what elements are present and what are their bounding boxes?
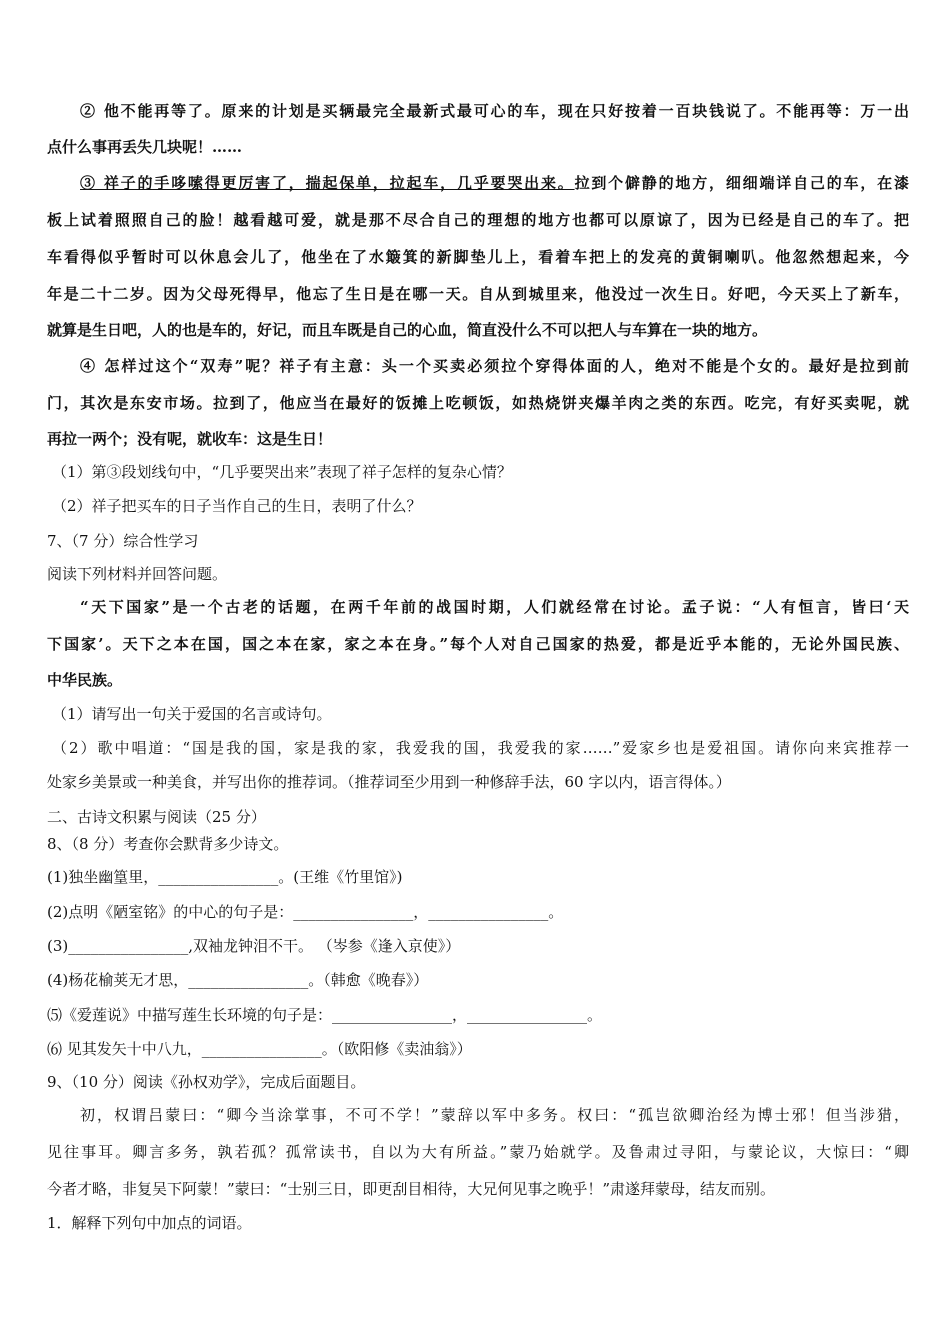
p4-line-1: ④ 怎样过这个“双寿”呢？祥子有主意：头一个买卖必须拉个穿得体面的人，绝对不能是个女的。最好是拉到前 xyxy=(80,357,909,375)
q8-item-1-source: 。(王维《竹里馆》) xyxy=(278,868,403,886)
section-2-heading: 二、古诗文积累与阅读（25 分） xyxy=(47,808,266,826)
p4-line-3: 再拉一两个；没有呢，就收车：这是生日！ xyxy=(47,430,333,448)
question-9-1: 1．解释下列句中加点的词语。 xyxy=(47,1214,252,1232)
q8-item-5-sep: ， xyxy=(452,1006,468,1024)
q8-item-6-source: 。（欧阳修《卖油翁》） xyxy=(321,1040,472,1058)
p4-line-2: 门，其次是东安市场。拉到了，他应当在最好的饭摊上吃顿饭，如热烧饼夹爆羊肉之类的东西。吃完，有好买卖呢，就 xyxy=(47,394,909,412)
q8-item-1 xyxy=(47,867,909,887)
p3-line-2: 板上试着照照自己的脸！越看越可爱，就是那不尽合自己的理想的地方也都可以原谅了，因为已经是自己的车了。把 xyxy=(47,211,909,229)
answer-blank[interactable]: ________________ xyxy=(467,1006,588,1024)
q8-item-2-end: 。 xyxy=(548,903,564,921)
material-line-2: 下国家’。天下之本在国，国之本在家，家之本在身。”每个人对自己国家的热爱，都是近乎本能的，无论外国民族、 xyxy=(47,635,909,653)
answer-blank[interactable]: ________________ xyxy=(428,903,549,921)
q8-item-3 xyxy=(47,936,909,956)
answer-blank[interactable]: ________________ xyxy=(332,1006,453,1024)
classical-text-line-1: 初，权谓吕蒙曰：“卿今当涂掌事，不可不学！”蒙辞以军中多务。权曰：“孤岂欲卿治经为博士邪！但当涉猎， xyxy=(80,1106,909,1124)
answer-blank[interactable]: ________________ xyxy=(158,868,279,886)
answer-blank[interactable]: ________________ xyxy=(201,1040,322,1058)
q8-item-5-text: ⑸《爱莲说》中描写莲生长环境的句子是： xyxy=(47,1006,333,1024)
q8-item-4-text: (4)杨花榆荚无才思， xyxy=(47,971,189,989)
p3-line-3: 车看得似乎暂时可以休息会儿了，他坐在了水簸箕的新脚垫儿上，看着车把上的发亮的黄铜喇叭。他忽然想起来，今 xyxy=(47,248,909,266)
question-8-title: 8、（8 分）考查你会默背多少诗文。 xyxy=(47,835,289,853)
q8-item-4-source: 。（韩愈《晚春》） xyxy=(308,971,429,989)
q8-item-3-num: (3) xyxy=(47,937,69,955)
question-7-1: （1）请写出一句关于爱国的名言或诗句。 xyxy=(52,705,332,723)
answer-blank[interactable]: ________________ xyxy=(68,937,189,955)
q8-item-3-text: ,双袖龙钟泪不干。 （岑参《逢入京使》） xyxy=(188,937,461,955)
question-9-title: 9、（10 分）阅读《孙权劝学》，完成后面题目。 xyxy=(47,1073,366,1091)
question-7-instruction: 阅读下列材料并回答问题。 xyxy=(47,565,228,583)
p3-line-4: 年是二十二岁。因为父母死得早，他忘了生日是在哪一天。自从到城里来，他没过一次生日。好吧，今天买上了新车， xyxy=(47,285,909,303)
question-7-2-line-2: 处家乡美景或一种美食，并写出你的推荐词。（推荐词至少用到一种修辞手法，60 字以内，语言得体。） xyxy=(47,773,731,791)
p2-line-1: ② 他不能再等了。原来的计划是买辆最完全最新式最可心的车，现在只好按着一百块钱说了。不能再等：万一出 xyxy=(80,102,909,120)
question-7-title: 7、（7 分）综合性学习 xyxy=(47,532,199,550)
p3-line-1-rest: 拉到个僻静的地方，细细端详自己的车，在漆 xyxy=(574,174,909,192)
p3-underlined-sentence: ③ 祥子的手哆嗦得更厉害了，揣起保单，拉起车，几乎要哭出来。 xyxy=(80,174,575,192)
q8-item-1-text: (1)独坐幽篁里， xyxy=(47,868,159,886)
material-line-3: 中华民族。 xyxy=(47,671,123,689)
q8-item-5-end: 。 xyxy=(587,1006,603,1024)
q8-item-4 xyxy=(47,970,909,990)
q8-item-2-text: (2)点明《陋室铭》的中心的句子是： xyxy=(47,903,294,921)
question-6-1: （1）第③段划线句中，“几乎要哭出来”表现了祥子怎样的复杂心情？ xyxy=(52,463,512,481)
question-6-2: （2）祥子把买车的日子当作自己的生日，表明了什么？ xyxy=(52,497,422,515)
q8-item-5 xyxy=(47,1005,909,1025)
q8-item-2-sep: ， xyxy=(413,903,429,921)
q8-item-2 xyxy=(47,902,909,922)
material-line-1: “天下国家”是一个古老的话题，在两千年前的战国时期，人们就经常在讨论。孟子说：“人有恒言，皆曰‘天 xyxy=(80,598,909,616)
p3-line-1 xyxy=(80,173,909,193)
classical-text-line-2: 见往事耳。卿言多务，孰若孤？孤常读书，自以为大有所益。”蒙乃始就学。及鲁肃过寻阳，与蒙论议，大惊曰：“卿 xyxy=(47,1143,909,1161)
q8-item-6 xyxy=(47,1039,909,1059)
p2-line-2: 点什么事再丢失几块呢！…… xyxy=(47,138,243,156)
answer-blank[interactable]: ________________ xyxy=(188,971,309,989)
answer-blank[interactable]: ________________ xyxy=(293,903,414,921)
classical-text-line-3: 今者才略，非复吴下阿蒙！”蒙曰：“士别三日，即更刮目相待，大兄何见事之晚乎！”肃遂拜蒙母，结友而别。 xyxy=(47,1180,776,1198)
q8-item-6-text: ⑹ 见其发矢十中八九， xyxy=(47,1040,202,1058)
question-7-2-line-1: （2）歌中唱道：“国是我的国，家是我的家，我爱我的国，我爱我的家……”爱家乡也是爱祖国。请你向来宾推荐一 xyxy=(52,739,909,757)
p3-line-5: 就算是生日吧，人的也是车的，好记，而且车既是自己的心血，简直没什么不可以把人与车算在一块的地方。 xyxy=(47,321,768,339)
